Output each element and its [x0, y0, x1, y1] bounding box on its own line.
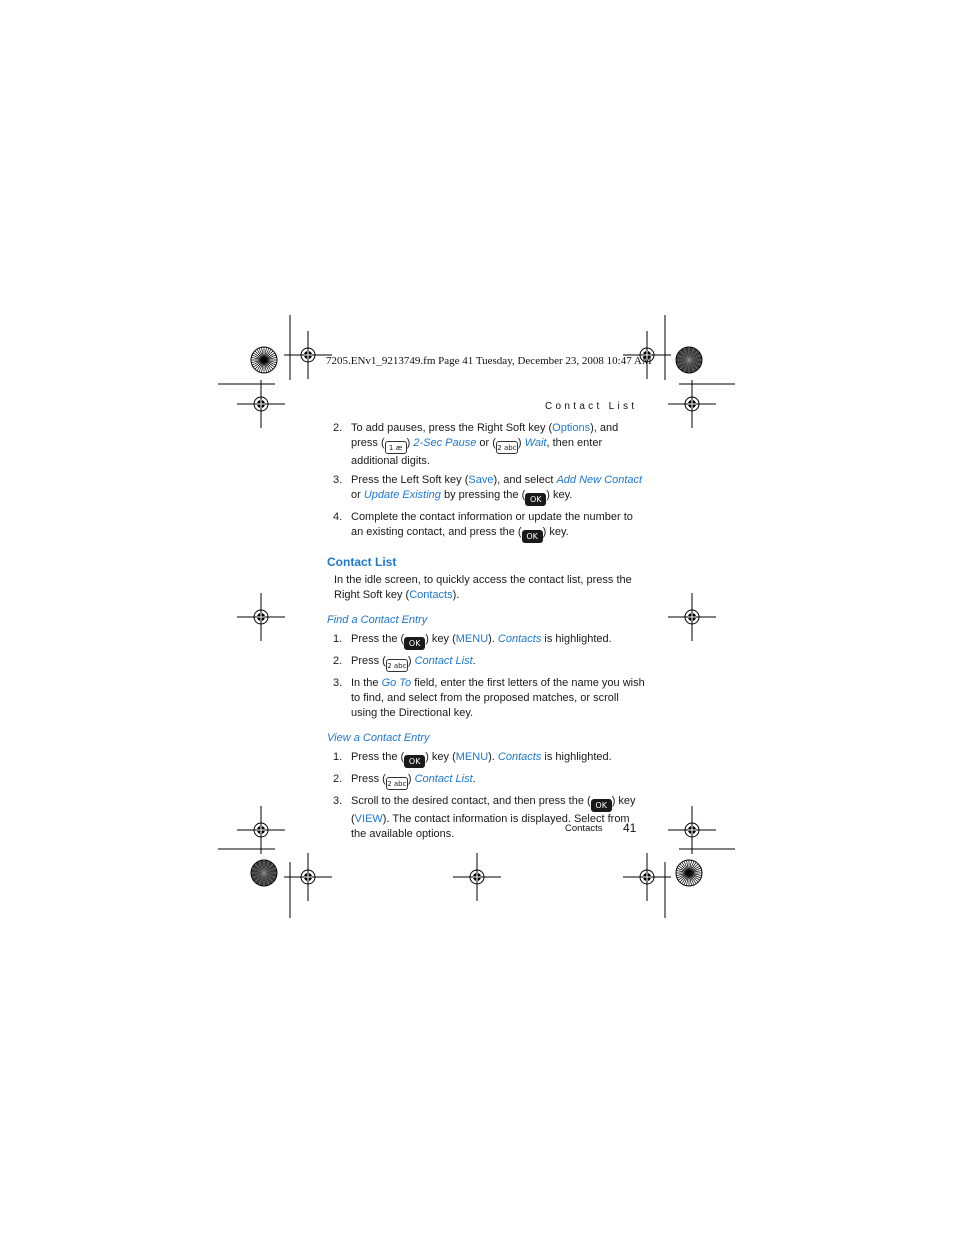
registration-mark-icon — [623, 853, 671, 901]
registration-mark-icon — [237, 593, 285, 641]
contacts-label: Contacts — [409, 589, 453, 601]
ok-key-icon: OK — [404, 755, 425, 768]
star-target-icon — [251, 347, 277, 373]
subheading-find: Find a Contact Entry — [327, 614, 428, 626]
registration-mark-icon — [668, 593, 716, 641]
star-target-icon — [251, 860, 277, 886]
contact-list-item: Contact List — [414, 655, 473, 667]
step-item: 1. Press the ( OK ) key (MENU). Contacts is highlighted. — [333, 633, 612, 648]
section-heading: Contact List — [327, 555, 397, 569]
star-target-icon — [676, 347, 702, 373]
registration-mark-icon — [237, 380, 285, 428]
star-target-icon — [676, 860, 702, 886]
registration-mark-icon — [668, 380, 716, 428]
find-steps — [327, 632, 645, 721]
go-to-field: Go To — [381, 677, 412, 689]
registration-mark-icon — [668, 806, 716, 854]
registration-mark-icon — [284, 331, 332, 379]
step-number: 2. — [333, 773, 343, 785]
option-2-sec-pause: 2-Sec Pause — [413, 437, 477, 449]
step-number: 3. — [333, 677, 343, 689]
step-item: 2. Press (2 abc) Contact List. — [333, 773, 476, 788]
ok-key-icon: OK — [404, 637, 425, 650]
step-number: 3. — [333, 795, 343, 807]
step-item: 2. To add pauses, press the Right Soft key (Options), and press ( 1 æ ) 2-Sec Pause or (2 abc) Wait, then enter additional digits. — [333, 422, 619, 467]
step-item: 4. Complete the contact information or update the number to an existing contact, and press the ( OK ) key. — [333, 511, 633, 541]
save-label: Save — [468, 474, 494, 486]
step-number: 4. — [333, 511, 343, 523]
steps-list — [327, 421, 645, 543]
step-number: 1. — [333, 633, 343, 645]
step-number: 2. — [333, 655, 343, 667]
page-number: 41 — [623, 821, 637, 835]
step-item: 3. In the Go To field, enter the first letters of the name you wish to find, and select from the proposed matches, or scroll using the Directional key. — [333, 677, 645, 719]
step-item: 3. Scroll to the desired contact, and then press the ( OK ) key (VIEW). The contact information is displayed. Select from the available options. — [333, 795, 636, 840]
step-item: 1. Press the ( OK ) key (MENU). Contacts is highlighted. — [333, 751, 612, 766]
footer-section-label: Contacts — [565, 823, 603, 834]
option-wait: Wait — [524, 437, 547, 449]
registration-mark-icon — [237, 806, 285, 854]
step-item: 2. Press (2 abc) Contact List. — [333, 655, 476, 670]
subheading-view: View a Contact Entry — [327, 732, 430, 744]
option-update-existing: Update Existing — [363, 489, 441, 501]
step-number: 1. — [333, 751, 343, 763]
step-item: 3. Press the Left Soft key (Save), and select Add New Contact or Update Existing by pressing the ( OK ) key. — [333, 474, 643, 504]
option-add-new-contact: Add New Contact — [556, 474, 643, 486]
page-content — [327, 421, 645, 846]
key-2-icon: 2 abc — [496, 441, 518, 454]
view-label: VIEW — [354, 813, 383, 825]
ok-key-icon: OK — [525, 493, 546, 506]
intro-paragraph: In the idle screen, to quickly access the contact list, press the Right Soft key (Contacts). — [334, 574, 632, 601]
menu-label: MENU — [455, 633, 489, 645]
key-2-icon: 2 abc — [386, 659, 408, 672]
menu-label: MENU — [455, 751, 489, 763]
contact-list-item: Contact List — [414, 773, 473, 785]
ok-key-icon: OK — [591, 799, 612, 812]
file-slug: 7205.ENv1_9213749.fm Page 41 Tuesday, December 23, 2008 10:47 AM — [326, 355, 652, 367]
ok-key-icon: OK — [522, 530, 543, 543]
contacts-menu-item: Contacts — [497, 751, 542, 763]
step-number: 3. — [333, 474, 343, 486]
contacts-menu-item: Contacts — [497, 633, 542, 645]
key-1-icon: 1 æ — [385, 441, 407, 454]
running-head: Contact List — [545, 401, 638, 412]
options-label: Options — [552, 422, 591, 434]
key-2-icon: 2 abc — [386, 777, 408, 790]
registration-mark-icon — [453, 853, 501, 901]
registration-mark-icon — [284, 853, 332, 901]
step-number: 2. — [333, 422, 343, 434]
